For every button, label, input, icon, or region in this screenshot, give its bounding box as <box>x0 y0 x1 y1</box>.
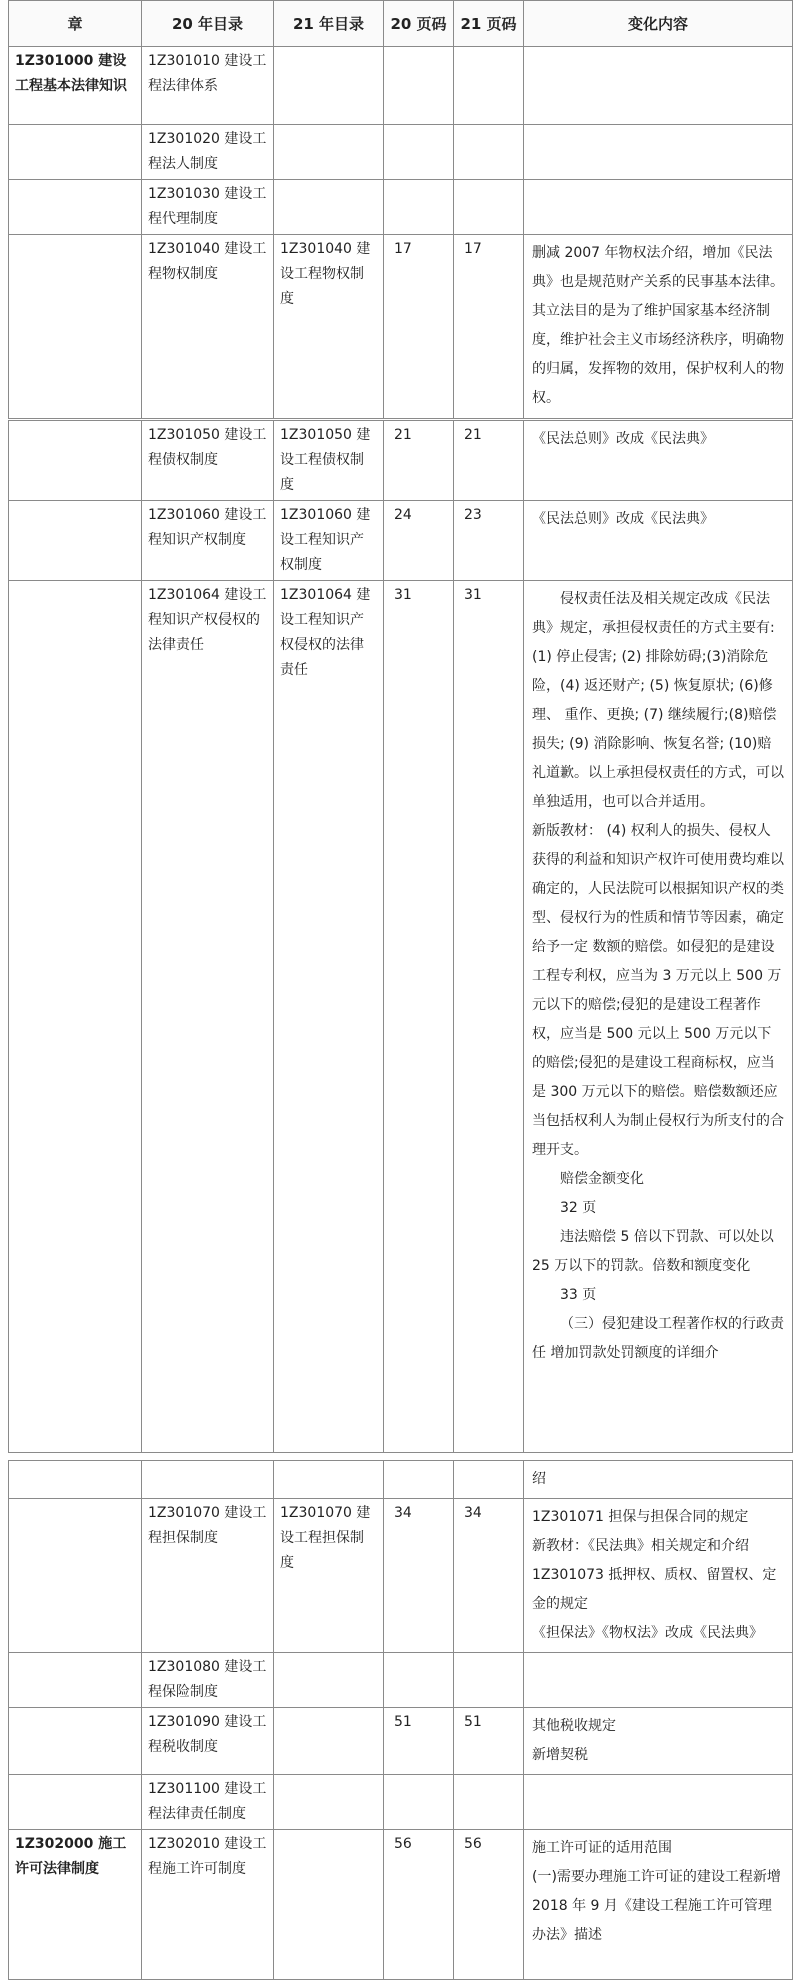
page21-cell: 51 <box>454 1708 524 1775</box>
table-row <box>9 501 793 581</box>
cat20-cell: 1Z301070 建设工程担保制度 <box>142 1499 274 1653</box>
cat21-cell: 1Z301060 建设工程知识产权制度 <box>274 501 384 581</box>
change-cell <box>524 1499 793 1653</box>
cat21-cell: 1Z301064 建设工程知识产权侵权的法律责任 <box>274 581 384 1453</box>
change-cell: 《民法总则》改成《民法典》 <box>524 421 793 501</box>
cat20-cell: 1Z301030 建设工程代理制度 <box>142 180 274 235</box>
cat21-cell: 1Z301040 建设工程物权制度 <box>274 235 384 419</box>
cat21-cell: 1Z301070 建设工程担保制度 <box>274 1499 384 1653</box>
header-row <box>9 1 793 47</box>
cat20-cell: 1Z301080 建设工程保险制度 <box>142 1653 274 1708</box>
cat20-cell: 1Z302010 建设工程施工许可制度 <box>142 1830 274 1980</box>
header-cat21: 21 年目录 <box>274 1 384 47</box>
change-paragraph: 赔偿金额变化 <box>560 1171 644 1187</box>
comparison-table-part-2 <box>8 420 793 1453</box>
page20-cell: 21 <box>384 421 454 501</box>
cat20-cell: 1Z301050 建设工程债权制度 <box>142 421 274 501</box>
table-row <box>9 1830 793 1980</box>
page20-cell: 17 <box>384 235 454 419</box>
cat20-cell: 1Z301010 建设工程法律体系 <box>142 47 274 125</box>
change-paragraph: 施工许可证的适用范围 <box>532 1840 672 1856</box>
header-page20: 20 页码 <box>384 1 454 47</box>
cat20-cell: 1Z301040 建设工程物权制度 <box>142 235 274 419</box>
table-row <box>9 125 793 180</box>
change-paragraph: (一)需要办理施工许可证的建设工程新增 2018 年 9 月《建设工程施工许可管理办法》描述 <box>532 1869 781 1943</box>
comparison-table-part-3 <box>8 1460 793 1980</box>
table-row <box>9 581 793 1453</box>
page21-cell: 17 <box>454 235 524 419</box>
change-paragraph: 32 页 <box>560 1200 597 1216</box>
change-paragraph: 新版教材： (4) 权利人的损失、侵权人获得的利益和知识产权许可使用费均难以确定的，人民法院可以根据知识产权的类型、侵权行为的性质和情节等因素，确定给予一定 数额的赔偿。如侵犯的是建设工程专利权，应当为 3 万元以上 500 万元以下的赔偿;侵犯的是建设工程著作权，应当是 500 元以上 500 万元以下的赔偿;侵犯的是建设工程商标权，应当是 300 万元以下的赔偿。赔偿数额还应当包括权利人为制止侵权行为所支付的合理开支。 <box>532 823 784 1158</box>
page21-cell: 34 <box>454 1499 524 1653</box>
table-row <box>9 1653 793 1708</box>
table-row <box>9 1499 793 1653</box>
table-row <box>9 1708 793 1775</box>
header-cat20: 20 年目录 <box>142 1 274 47</box>
change-paragraph: 《担保法》《物权法》改成《民法典》 <box>532 1625 763 1641</box>
table-row <box>9 421 793 501</box>
change-paragraph: （三）侵犯建设工程著作权的行政责任 增加罚款处罚额度的详细介 <box>532 1316 784 1361</box>
cat21-cell: 1Z301050 建设工程债权制度 <box>274 421 384 501</box>
table-row <box>9 1775 793 1830</box>
change-paragraph: 新增契税 <box>532 1747 588 1763</box>
page21-cell: 21 <box>454 421 524 501</box>
change-cell <box>524 1830 793 1980</box>
change-paragraph: 其他税收规定 <box>532 1718 616 1734</box>
header-page21: 21 页码 <box>454 1 524 47</box>
header-chapter: 章 <box>9 1 142 47</box>
chapter-cell: 1Z301000 建设工程基本法律知识 <box>9 47 142 125</box>
change-paragraph: 33 页 <box>560 1287 597 1303</box>
table-row <box>9 1461 793 1499</box>
change-continuation: 绍 <box>524 1461 793 1499</box>
change-cell <box>524 1708 793 1775</box>
change-paragraph: 1Z301071 担保与担保合同的规定 <box>532 1509 749 1525</box>
page20-cell: 31 <box>384 581 454 1453</box>
cat20-cell: 1Z301064 建设工程知识产权侵权的法律责任 <box>142 581 274 1453</box>
table-row <box>9 235 793 419</box>
change-paragraph: 1Z301073 抵押权、质权、留置权、定金的规定 <box>532 1567 777 1612</box>
page20-cell: 51 <box>384 1708 454 1775</box>
header-change: 变化内容 <box>524 1 793 47</box>
cat20-cell: 1Z301020 建设工程法人制度 <box>142 125 274 180</box>
change-paragraph: 侵权责任法及相关规定改成《民法典》规定，承担侵权责任的方式主要有: (1) 停止侵害; (2) 排除妨碍;(3)消除危险，(4) 返还财产; (5) 恢复原状; (6)修理、 重作、更换; (7) 继续履行;(8)赔偿损失; (9) 消除影响、恢复名誉; (10)赔礼道歉。以上承担侵权责任的方式，可以单独适用，也可以合并适用。 <box>532 591 784 810</box>
cat20-cell: 1Z301060 建设工程知识产权制度 <box>142 501 274 581</box>
change-cell: 《民法总则》改成《民法典》 <box>524 501 793 581</box>
page21-cell: 31 <box>454 581 524 1453</box>
page20-cell: 56 <box>384 1830 454 1980</box>
table-row <box>9 180 793 235</box>
change-paragraph: 违法赔偿 5 倍以下罚款、可以处以 25 万以下的罚款。倍数和额度变化 <box>532 1229 774 1274</box>
page20-cell: 24 <box>384 501 454 581</box>
change-paragraph: 新教材：《民法典》相关规定和介绍 <box>532 1538 749 1554</box>
page20-cell: 34 <box>384 1499 454 1653</box>
cat20-cell: 1Z301090 建设工程税收制度 <box>142 1708 274 1775</box>
table-row <box>9 47 793 125</box>
page21-cell: 56 <box>454 1830 524 1980</box>
change-cell: 删减 2007 年物权法介绍，增加《民法典》也是规范财产关系的民事基本法律。其立法目的是为了维护国家基本经济制度，维护社会主义市场经济秩序，明确物的归属，发挥物的效用，保护权利人的物权。 <box>524 235 793 419</box>
comparison-table-part-1 <box>8 0 793 419</box>
cat20-cell: 1Z301100 建设工程法律责任制度 <box>142 1775 274 1830</box>
page21-cell: 23 <box>454 501 524 581</box>
change-cell <box>524 581 793 1453</box>
chapter-cell: 1Z302000 施工许可法律制度 <box>9 1830 142 1980</box>
